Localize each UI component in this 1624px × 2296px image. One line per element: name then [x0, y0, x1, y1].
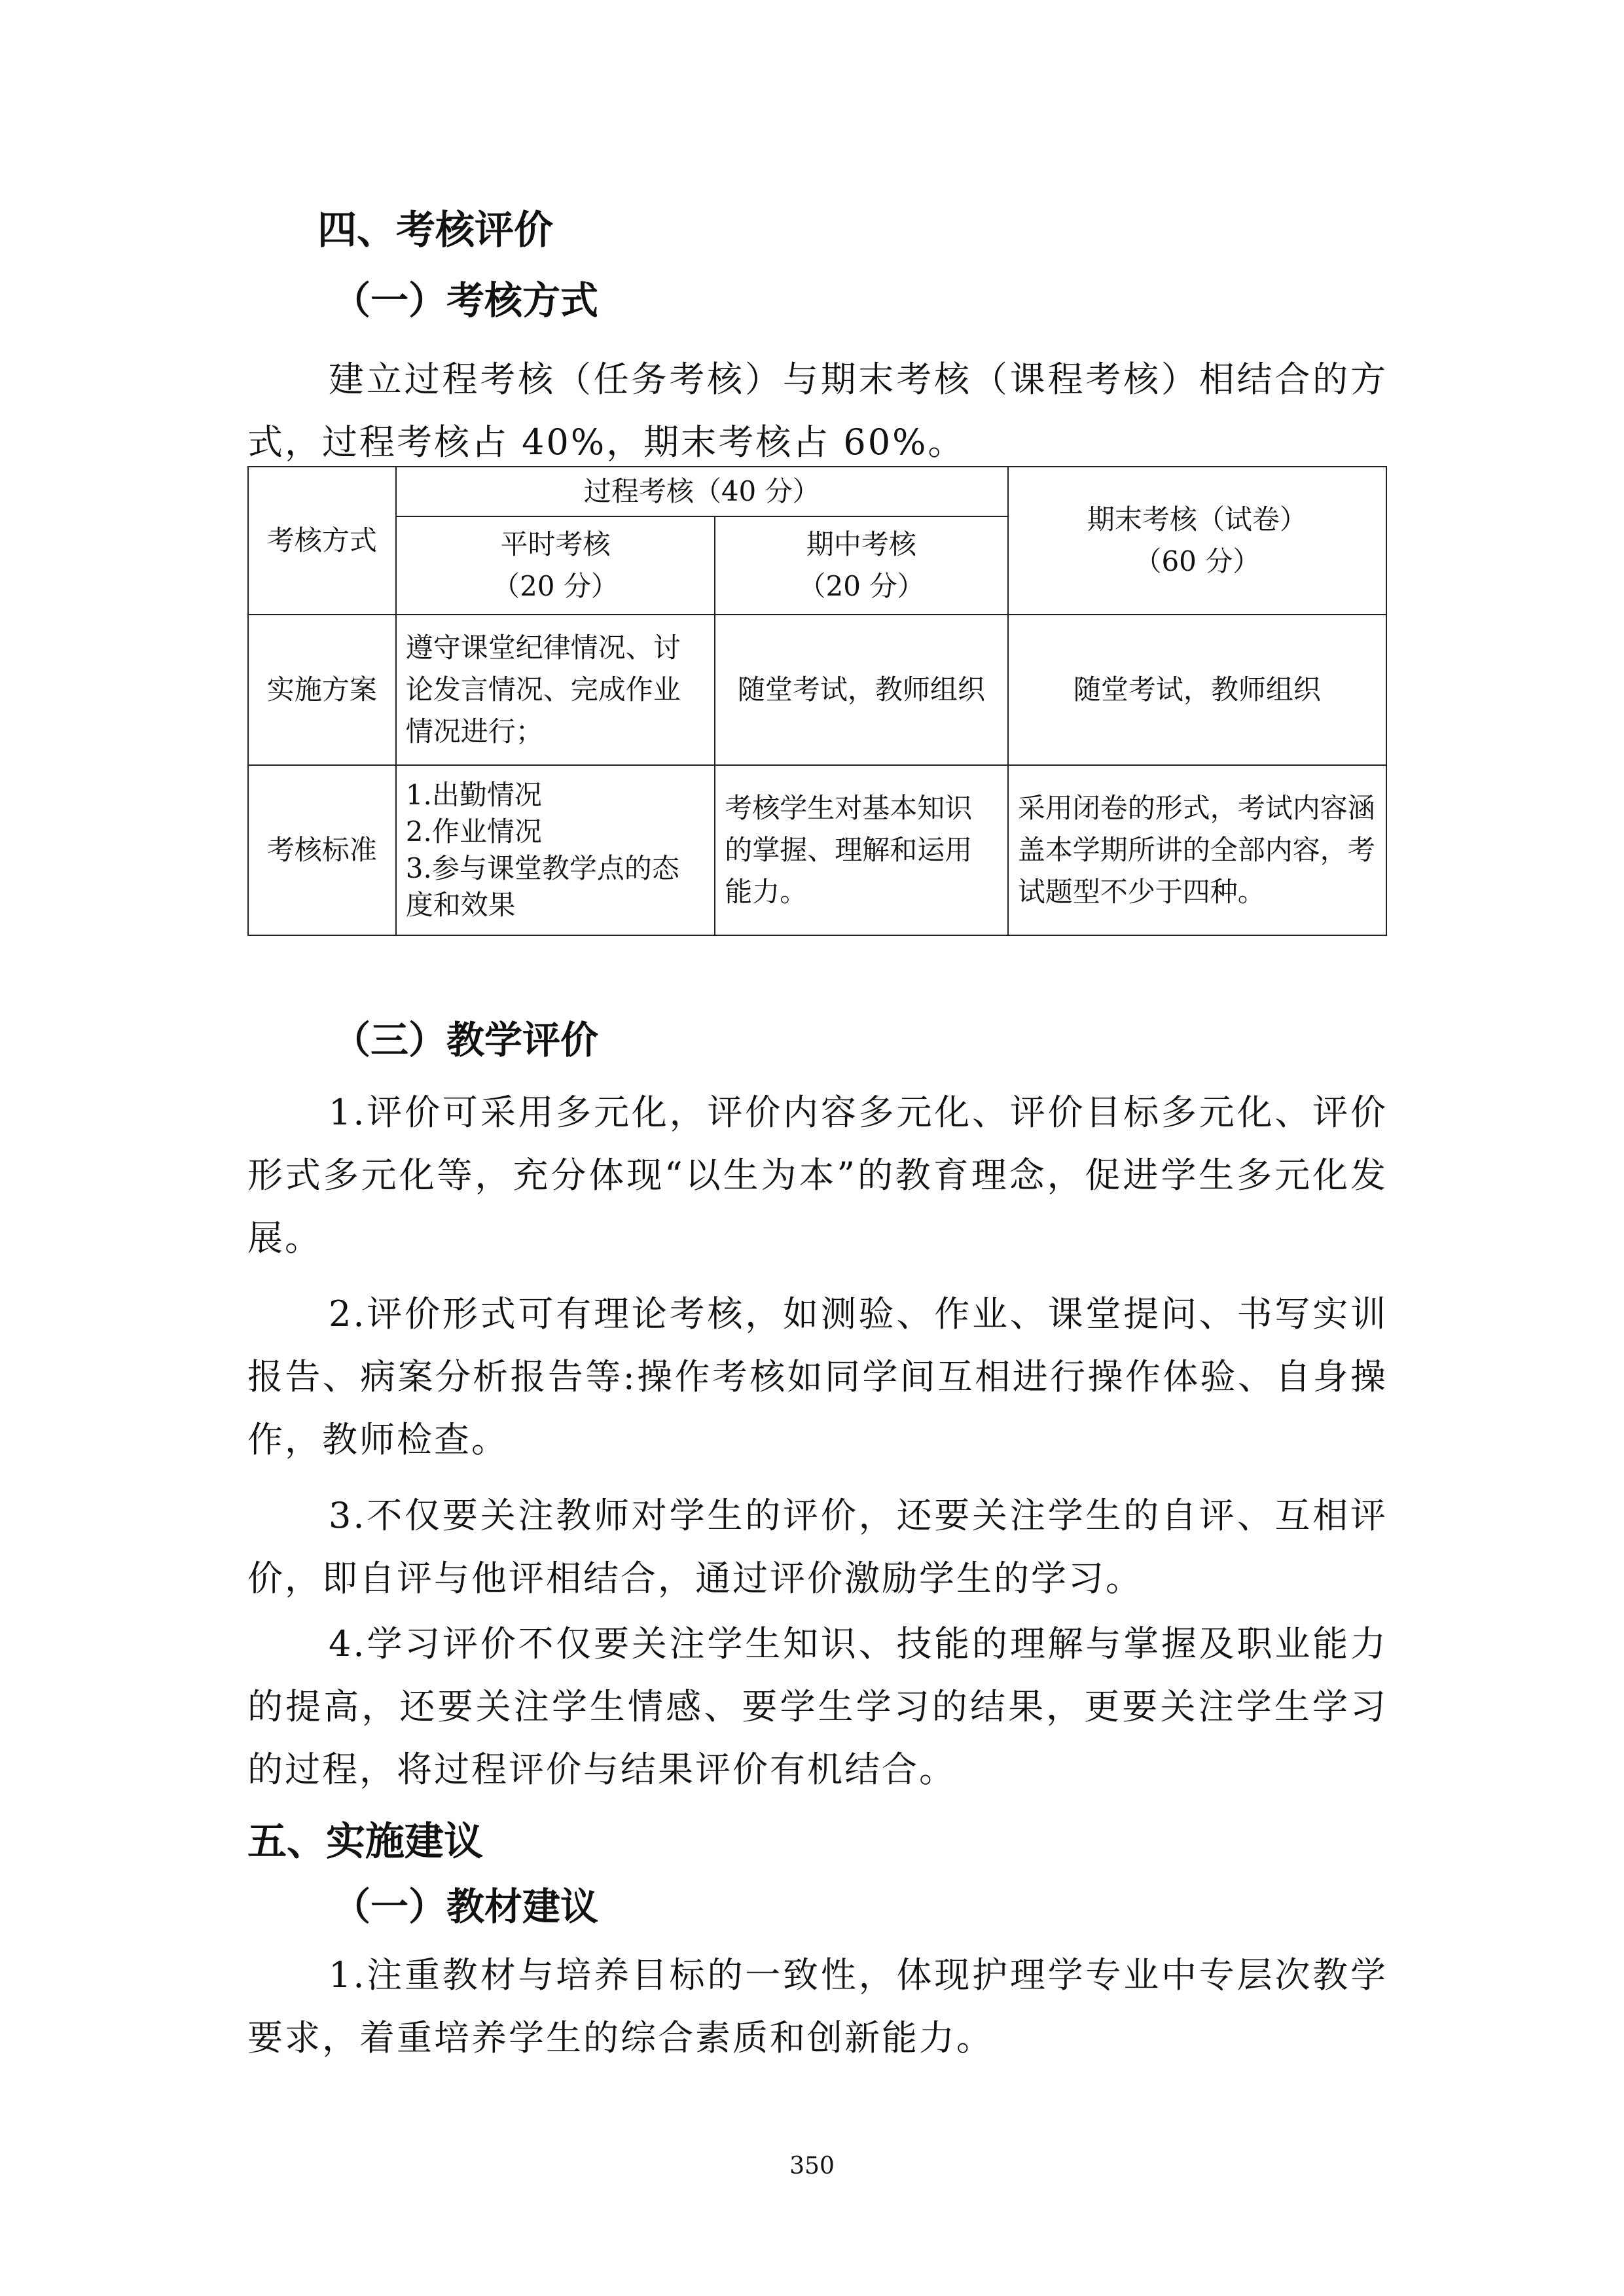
table-row-standard-label: 考核标准 — [248, 765, 396, 935]
textbook-paragraph-1: 1.注重教材与培养目标的一致性，体现护理学专业中专层次教学要求，着重培养学生的综合素质和创新能力。 — [247, 1954, 1388, 2058]
table-cell-plan-final: 随堂考试，教师组织 — [1008, 615, 1386, 765]
standard-daily-item: 2.作业情况 — [405, 816, 542, 848]
assessment-intro-paragraph: 建立过程考核（任务考核）与期末考核（课程考核）相结合的方式，过程考核占 40%，期末考核占 60%。 — [247, 359, 1388, 463]
evaluation-paragraph-2: 2.评价形式可有理论考核，如测验、作业、课堂提问、书写实训报告、病案分析报告等:操作考核如同学间互相进行操作体验、自身操作，教师检查。 — [247, 1293, 1388, 1460]
final-score: （60 分） — [1134, 545, 1261, 577]
table-header-process: 过程考核（40 分） — [396, 467, 1008, 516]
daily-title: 平时考核 — [500, 528, 611, 560]
subheading-teaching-evaluation: （三）教学评价 — [333, 1018, 599, 1062]
subheading-assessment-method: （一）考核方式 — [333, 278, 599, 323]
evaluation-paragraph-1: 1.评价可采用多元化，评价内容多元化、评价目标多元化、评价形式多元化等，充分体现“以生为本”的教育理念，促进学生多元化发展。 — [247, 1092, 1388, 1259]
evaluation-paragraph-3: 3.不仅要关注教师对学生的评价，还要关注学生的自评、互相评价，即自评与他评相结合，通过评价激励学生的学习。 — [247, 1495, 1388, 1599]
assessment-table — [247, 466, 1387, 936]
table-header-midterm — [715, 516, 1008, 615]
table-header-final — [1008, 467, 1386, 615]
standard-daily-item: 1.出勤情况 — [405, 779, 542, 811]
section-heading-implementation: 五、实施建议 — [247, 1819, 483, 1865]
table-header-daily — [396, 516, 715, 615]
table-header-method: 考核方式 — [248, 467, 396, 615]
table-cell-standard-final: 采用闭卷的形式，考试内容涵盖本学期所讲的全部内容，考试题型不少于四种。 — [1008, 765, 1386, 935]
standard-daily-item: 3.参与课堂教学点的态度和效果 — [405, 852, 679, 921]
subheading-textbook: （一）教材建议 — [333, 1884, 599, 1929]
midterm-title: 期中考核 — [806, 528, 916, 560]
daily-score: （20 分） — [492, 570, 619, 602]
table-cell-standard-midterm: 考核学生对基本知识的掌握、理解和运用能力。 — [715, 765, 1008, 935]
midterm-score: （20 分） — [798, 570, 925, 602]
table-cell-standard-daily — [396, 765, 715, 935]
evaluation-paragraph-4: 4.学习评价不仅要关注学生知识、技能的理解与掌握及职业能力的提高，还要关注学生情感、要学生学习的结果，更要关注学生学习的过程，将过程评价与结果评价有机结合。 — [247, 1623, 1388, 1790]
section-heading-assessment: 四、考核评价 — [317, 207, 553, 253]
page-number: 350 — [789, 2153, 835, 2179]
final-title: 期末考核（试卷） — [1087, 503, 1307, 535]
table-cell-plan-daily: 遵守课堂纪律情况、讨论发言情况、完成作业情况进行； — [396, 615, 715, 765]
table-row-plan-label: 实施方案 — [248, 615, 396, 765]
table-cell-plan-midterm: 随堂考试，教师组织 — [715, 615, 1008, 765]
